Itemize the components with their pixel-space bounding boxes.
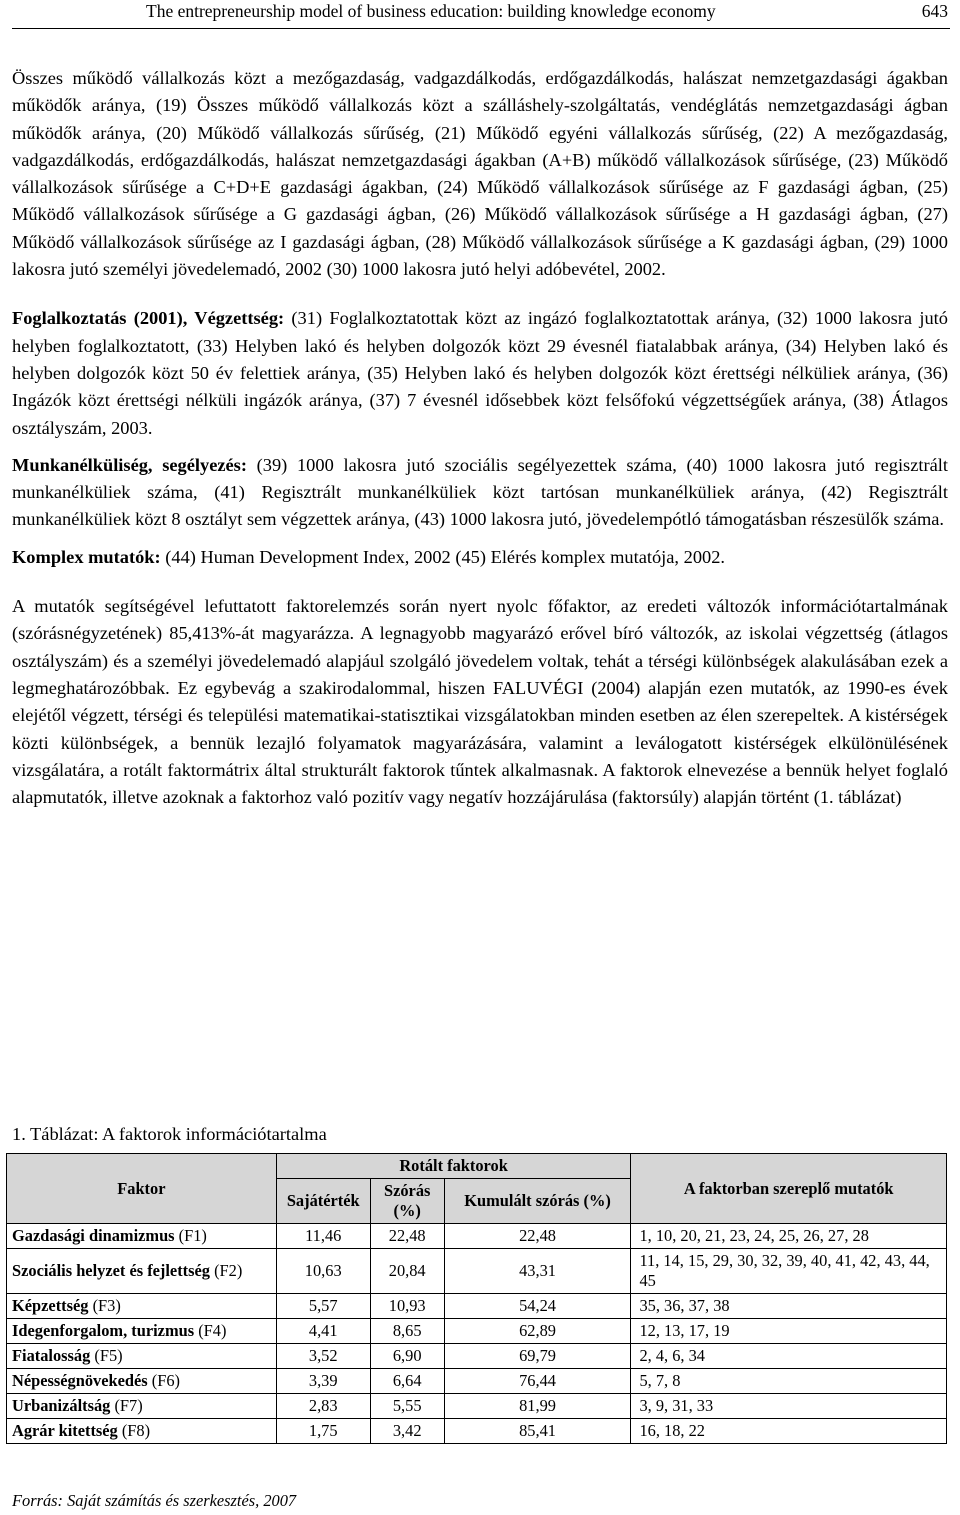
paragraph-employment-heading: Foglalkoztatás (2001), Végzettség: — [12, 308, 285, 329]
factor-name-cell — [7, 1394, 277, 1419]
factor-code: (F4) — [194, 1321, 227, 1340]
factor-table — [6, 1153, 947, 1444]
szoras-cell: 8,65 — [370, 1319, 444, 1344]
paragraph-unemployment-heading: Munkanélküliség, segélyezés: — [12, 454, 247, 475]
mutatok-cell: 35, 36, 37, 38 — [631, 1294, 947, 1319]
szoras-cell: 20,84 — [370, 1249, 444, 1294]
paragraph-employment-text: (31) Foglalkoztatottak közt az ingázó foglalkoztatottak aránya, (32) 1000 lakosra jutó helyben foglalkoztatott, (33) Helyben lakó és helyben dolgozók közt 29 évesnél fiatalabbak aránya, (34) Helyben lakó és helyben dolgozók közt 50 év felettiek aránya, (35) Helyben lakó és helyben dolgozók közt érettségi nélküliek aránya, (36) Ingázók közt érettségi nélküli ingázók aránya, (37) 7 évesnél idősebbek közt felsőfokú végzettségűek aránya, (38) Átlagos osztályszám, 2003. — [12, 308, 948, 438]
factor-name-cell — [7, 1224, 277, 1249]
table-row — [7, 1369, 947, 1394]
kumulalt-cell: 81,99 — [444, 1394, 631, 1419]
table-row — [7, 1319, 947, 1344]
factor-name: Idegenforgalom, turizmus — [12, 1321, 195, 1340]
mutatok-cell: 2, 4, 6, 34 — [631, 1344, 947, 1369]
paragraph-complex-text: (44) Human Development Index, 2002 (45) Elérés komplex mutatója, 2002. — [160, 546, 726, 567]
factor-name: Gazdasági dinamizmus — [12, 1226, 175, 1245]
mutatok-cell: 11, 14, 15, 29, 30, 32, 39, 40, 41, 42, 43, 44, 45 — [631, 1249, 947, 1294]
table-row — [7, 1294, 947, 1319]
mutatok-cell: 16, 18, 22 — [631, 1419, 947, 1444]
sajatertek-cell: 4,41 — [276, 1319, 370, 1344]
szoras-cell: 6,90 — [370, 1344, 444, 1369]
szoras-cell: 10,93 — [370, 1294, 444, 1319]
table-row — [7, 1419, 947, 1444]
factor-table-body — [7, 1224, 947, 1444]
factor-name: Urbanizáltság — [12, 1396, 111, 1415]
sajatertek-cell: 3,52 — [276, 1344, 370, 1369]
table-row — [7, 1249, 947, 1294]
table-row — [7, 1394, 947, 1419]
paragraph-factor-analysis: A mutatók segítségével lefuttatott faktorelemzés során nyert nyolc főfaktor, az eredeti változók információtartalmának (szórásnégyzetének) 85,413%-át magyarázza. A legnagyobb magyarázó erővel bíró változók, az iskolai végzettség (átlagos osztályszám) és a személyi jövedelemadó alapjául szolgáló jövedelem voltak, tehát a térségi különbségek alakulásában ezek a legmeghatározóbbak. Ez egybevág a szakirodalommal, hiszen FALUVÉGI (2004) alapján ezen mutatók, az 1990-es évek elejétől végzett, térségi és települési matematikai-statisztikai vizsgálatokban minden esetben az élen szerepeltek. A kistérségek közti különbségek, a bennük lezajló folyamatok magyarázására, valamint a leválogatott kistérségek elkülönülésének vizsgálatára, a rotált faktormátrix által strukturált faktorok tűntek alkalmasnak. A faktorok elnevezése a bennük helyet foglaló alapmutatók, illetve azoknak a faktorhoz való pozitív vagy negatív hozzájárulása (faktorsúly) alapján történt (1. táblázat) — [12, 596, 948, 808]
factor-code: (F8) — [117, 1421, 151, 1440]
factor-name: Fiatalosság — [12, 1346, 91, 1365]
factor-name-cell — [7, 1419, 277, 1444]
running-header — [12, 0, 950, 29]
mutatok-cell: 3, 9, 31, 33 — [631, 1394, 947, 1419]
kumulalt-cell: 62,89 — [444, 1319, 631, 1344]
body-text — [12, 65, 948, 821]
kumulalt-cell: 54,24 — [444, 1294, 631, 1319]
sajatertek-cell: 5,57 — [276, 1294, 370, 1319]
mutatok-cell: 5, 7, 8 — [631, 1369, 947, 1394]
header-faktor: Faktor — [7, 1154, 277, 1224]
kumulalt-cell: 43,31 — [444, 1249, 631, 1294]
running-title: The entrepreneurship model of business education: building knowledge economy — [146, 1, 716, 21]
paragraph-employment — [12, 305, 948, 441]
kumulalt-cell: 85,41 — [444, 1419, 631, 1444]
header-rotalt-faktorok: Rotált faktorok — [276, 1154, 631, 1179]
factor-name-cell — [7, 1369, 277, 1394]
szoras-cell: 6,64 — [370, 1369, 444, 1394]
sajatertek-cell: 11,46 — [276, 1224, 370, 1249]
table-source: Forrás: Saját számítás és szerkesztés, 2007 — [12, 1491, 297, 1510]
szoras-cell: 22,48 — [370, 1224, 444, 1249]
factor-code: (F3) — [88, 1296, 121, 1315]
kumulalt-cell: 76,44 — [444, 1369, 631, 1394]
factor-code: (F1) — [174, 1226, 207, 1245]
szoras-cell: 5,55 — [370, 1394, 444, 1419]
szoras-cell: 3,42 — [370, 1419, 444, 1444]
factor-code: (F7) — [110, 1396, 143, 1415]
table-row — [7, 1344, 947, 1369]
factor-name: Szociális helyzet és fejlettség — [12, 1261, 210, 1280]
header-kumulalt: Kumulált szórás (%) — [444, 1179, 631, 1224]
mutatok-cell: 1, 10, 20, 21, 23, 24, 25, 26, 27, 28 — [631, 1224, 947, 1249]
factor-name-cell — [7, 1344, 277, 1369]
paragraph-unemployment-text: (39) 1000 lakosra jutó szociális segélyezettek száma, (40) 1000 lakosra jutó regisztrált munkanélküliek száma, (41) Regisztrált munkanélküliek közt tartósan munkanélküliek aránya, (42) Regisztrált munkanélküliek közt 8 osztályt sem végzettek aránya, (43) 1000 lakosra jutó, jövedelempótló támogatásban részesülők száma. — [12, 454, 948, 530]
factor-name-cell — [7, 1249, 277, 1294]
table-caption: 1. Táblázat: A faktorok információtartalma — [12, 1124, 327, 1144]
factor-code: (F6) — [147, 1371, 180, 1390]
header-mutatok: A faktorban szereplő mutatók — [631, 1154, 947, 1224]
kumulalt-cell: 22,48 — [444, 1224, 631, 1249]
page-number: 643 — [921, 1, 948, 21]
factor-name: Népességnövekedés — [12, 1371, 148, 1390]
kumulalt-cell: 69,79 — [444, 1344, 631, 1369]
sajatertek-cell: 3,39 — [276, 1369, 370, 1394]
factor-name: Agrár kitettség — [12, 1421, 118, 1440]
factor-name-cell — [7, 1294, 277, 1319]
paragraph-complex — [12, 544, 948, 571]
factor-code: (F5) — [90, 1346, 123, 1365]
header-sajatertek: Sajátérték — [276, 1179, 370, 1224]
paragraph-unemployment — [12, 452, 948, 534]
paragraph-indicators-continued: Összes működő vállalkozás közt a mezőgazdaság, vadgazdálkodás, erdőgazdálkodás, halászat nemzetgazdasági ágakban működők aránya, (19) Összes működő vállalkozás közt a szálláshely-szolgáltatás, vendéglátás nemzetgazdasági ágban működők aránya, (20) Működő vállalkozás sűrűség, (21) Működő egyéni vállalkozás sűrűség, (22) A mezőgazdaság, vadgazdálkodás, erdőgazdálkodás, halászat nemzetgazdasági ágakban (A+B) működő vállalkozások sűrűsége, (23) Működő vállalkozások sűrűsége a C+D+E gazdasági ágakban, (24) Működő vállalkozások sűrűsége az F gazdasági ágban, (25) Működő vállalkozások sűrűsége a G gazdasági ágban, (26) Működő vállalkozások sűrűsége a H gazdasági ágban, (27) Működő vállalkozások sűrűsége az I gazdasági ágban, (28) Működő vállalkozások sűrűsége a K gazdasági ágban, (29) 1000 lakosra jutó személyi jövedelemadó, 2002 (30) 1000 lakosra jutó helyi adóbevétel, 2002. — [12, 68, 948, 280]
factor-name-cell — [7, 1319, 277, 1344]
paragraph-complex-heading: Komplex mutatók: — [12, 546, 161, 567]
factor-name: Képzettség — [12, 1296, 89, 1315]
sajatertek-cell: 1,75 — [276, 1419, 370, 1444]
table-row — [7, 1224, 947, 1249]
factor-code: (F2) — [209, 1261, 243, 1280]
sajatertek-cell: 2,83 — [276, 1394, 370, 1419]
sajatertek-cell: 10,63 — [276, 1249, 370, 1294]
header-szoras: Szórás (%) — [370, 1179, 444, 1224]
mutatok-cell: 12, 13, 17, 19 — [631, 1319, 947, 1344]
